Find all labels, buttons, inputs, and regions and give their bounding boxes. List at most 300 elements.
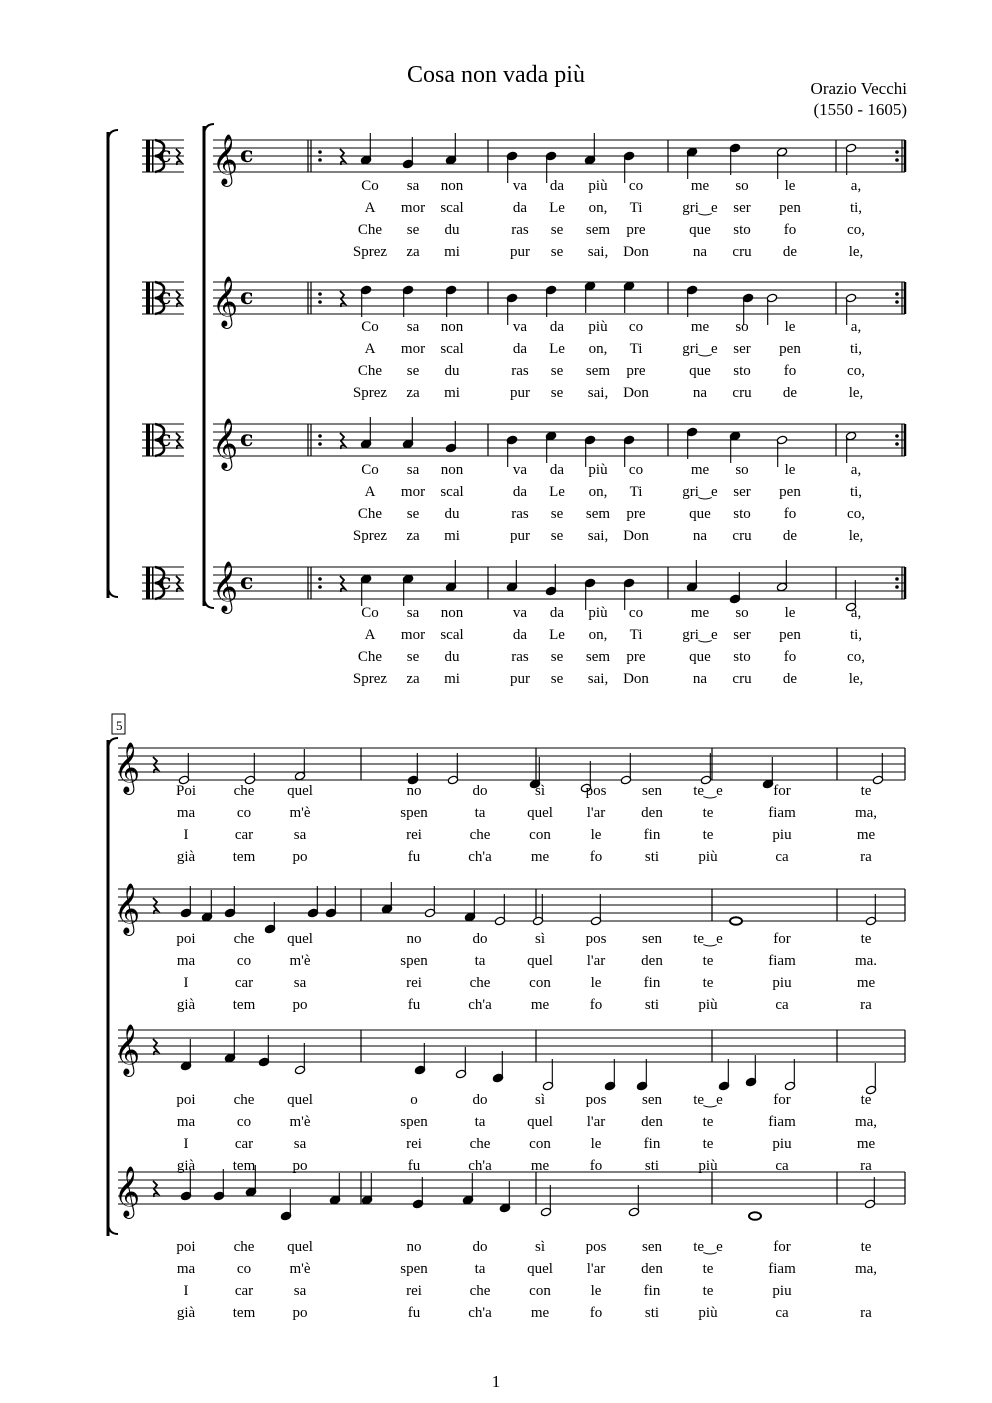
- lyric-syllable: car: [234, 827, 254, 843]
- lyric-syllable: va: [512, 605, 528, 621]
- lyric-syllable: con: [529, 975, 551, 991]
- c-clef-bar: [152, 567, 154, 599]
- lyric-syllable: da: [549, 462, 565, 478]
- lyric-syllable: ma,: [854, 1114, 878, 1130]
- lyric-syllable: ch'a: [468, 849, 492, 865]
- lyric-syllable: den: [641, 1261, 663, 1277]
- lyric-syllable: sem: [585, 649, 611, 665]
- c-clef-bar: [152, 424, 154, 456]
- lyric-syllable: pre: [626, 222, 646, 238]
- lyric-syllable: ca: [775, 997, 789, 1013]
- repeat-dot: [895, 300, 899, 304]
- lyric-syllable: spen: [400, 953, 428, 969]
- lyric-syllable: ca: [775, 849, 789, 865]
- lyric-syllable: ras: [511, 649, 529, 665]
- lyric-syllable: spen: [400, 1261, 428, 1277]
- lyric-syllable: ta: [474, 1261, 486, 1277]
- lyric-syllable: du: [444, 506, 460, 522]
- lyric-syllable: se: [550, 385, 564, 401]
- lyric-syllable: me: [856, 975, 876, 991]
- lyric-syllable: den: [641, 953, 663, 969]
- lyric-syllable: sa: [293, 827, 307, 843]
- lyric-syllable: poi: [176, 931, 196, 947]
- common-time-sign: c: [158, 569, 172, 595]
- lyric-syllable: te‿e: [693, 1092, 723, 1108]
- lyric-syllable: pos: [585, 1092, 607, 1108]
- quarter-rest: [176, 149, 181, 165]
- lyric-syllable: più: [588, 319, 608, 335]
- lyric-syllable: da: [512, 627, 528, 643]
- quarter-rest: [340, 576, 345, 592]
- treble-clef: 𝄞: [114, 883, 141, 934]
- lyric-syllable: on,: [588, 341, 608, 357]
- lyric-syllable: fo: [589, 1305, 603, 1321]
- lyric-syllable: Che: [357, 222, 383, 238]
- lyric-syllable: se: [550, 244, 564, 260]
- lyric-syllable: m'è: [289, 953, 311, 969]
- lyric-syllable: più: [588, 462, 608, 478]
- treble-clef: 𝄞: [212, 418, 239, 469]
- lyric-syllable: pre: [626, 649, 646, 665]
- lyric-syllable: co: [236, 1261, 252, 1277]
- lyric-syllable: fu: [407, 1158, 421, 1174]
- lyric-syllable: sai,: [587, 244, 609, 260]
- lyric-syllable: me: [856, 1136, 876, 1152]
- lyric-syllable: che: [233, 783, 255, 799]
- lyric-syllable: te: [702, 975, 714, 991]
- lyric-syllable: no: [406, 1239, 422, 1255]
- lyric-syllable: piu: [772, 1283, 792, 1299]
- lyric-syllable: sa: [406, 462, 420, 478]
- lyric-syllable: da: [549, 178, 565, 194]
- lyric-syllable: do: [472, 931, 488, 947]
- lyric-syllable: sti: [644, 849, 660, 865]
- lyric-syllable: sai,: [587, 385, 609, 401]
- lyric-syllable: de: [782, 528, 798, 544]
- lyric-syllable: le: [590, 1136, 602, 1152]
- treble-clef: 𝄞: [212, 134, 239, 185]
- lyric-syllable: du: [444, 363, 460, 379]
- lyric-syllable: co,: [847, 649, 865, 665]
- lyric-syllable: sa: [406, 178, 420, 194]
- lyric-syllable: ra: [860, 1305, 872, 1321]
- lyric-syllable: ma: [176, 1114, 196, 1130]
- repeat-dot: [895, 158, 899, 162]
- lyric-syllable: rei: [406, 1283, 422, 1299]
- lyric-syllable: sen: [642, 1092, 662, 1108]
- lyric-syllable: sa: [293, 975, 307, 991]
- lyric-syllable: rei: [406, 975, 422, 991]
- lyric-syllable: o: [410, 1092, 418, 1108]
- lyric-syllable: ra: [860, 997, 872, 1013]
- lyric-syllable: l'ar: [586, 805, 606, 821]
- lyric-syllable: sto: [733, 363, 751, 379]
- lyric-syllable: che: [469, 1136, 491, 1152]
- lyrics: [176, 178, 877, 1321]
- lyric-syllable: co: [236, 805, 252, 821]
- lyric-syllable: quel: [527, 1114, 553, 1130]
- lyric-syllable: den: [641, 805, 663, 821]
- c-clef-bar: [152, 140, 154, 172]
- lyric-syllable: non: [440, 462, 464, 478]
- lyric-syllable: so: [735, 605, 749, 621]
- lyric-syllable: ra: [860, 1158, 872, 1174]
- piece-title: Cosa non vada più: [407, 62, 585, 88]
- lyric-syllable: me: [690, 319, 710, 335]
- lyric-syllable: du: [444, 222, 460, 238]
- lyric-syllable: co,: [847, 506, 865, 522]
- c-clef: [146, 567, 150, 599]
- lyric-syllable: le,: [848, 385, 864, 401]
- lyric-syllable: le: [784, 319, 796, 335]
- lyric-syllable: da: [512, 341, 528, 357]
- lyric-syllable: ca: [775, 1158, 789, 1174]
- lyric-syllable: quel: [287, 931, 313, 947]
- quarter-rest: [340, 149, 345, 165]
- lyric-syllable: za: [406, 528, 420, 544]
- lyric-syllable: me: [856, 827, 876, 843]
- lyric-syllable: fu: [407, 849, 421, 865]
- lyric-syllable: pen: [779, 341, 801, 357]
- lyric-syllable: ti,: [849, 341, 863, 357]
- lyric-syllable: a,: [850, 462, 862, 478]
- lyric-syllable: pur: [510, 671, 530, 687]
- lyric-syllable: più: [698, 1158, 718, 1174]
- lyric-syllable: ma: [176, 805, 196, 821]
- lyric-syllable: A: [364, 200, 376, 216]
- lyric-syllable: ta: [474, 805, 486, 821]
- lyric-syllable: le: [784, 178, 796, 194]
- lyric-syllable: te: [702, 1136, 714, 1152]
- lyric-syllable: no: [406, 783, 422, 799]
- lyric-syllable: za: [406, 671, 420, 687]
- lyric-syllable: te: [860, 1239, 872, 1255]
- lyric-syllable: sem: [585, 506, 611, 522]
- lyric-syllable: on,: [588, 200, 608, 216]
- lyric-syllable: te: [860, 931, 872, 947]
- lyric-syllable: me: [690, 605, 710, 621]
- lyric-syllable: sti: [644, 1305, 660, 1321]
- lyric-syllable: de: [782, 385, 798, 401]
- lyric-syllable: te: [702, 827, 714, 843]
- lyric-syllable: pos: [585, 1239, 607, 1255]
- lyric-syllable: que: [689, 222, 711, 238]
- lyric-syllable: se: [550, 506, 564, 522]
- lyric-syllable: sen: [642, 783, 662, 799]
- lyric-syllable: ca: [775, 1305, 789, 1321]
- lyric-syllable: le,: [848, 671, 864, 687]
- lyric-syllable: te: [860, 783, 872, 799]
- lyric-syllable: Don: [623, 671, 649, 687]
- lyric-syllable: me: [530, 1305, 550, 1321]
- composer-name: Orazio Vecchi: [810, 79, 907, 98]
- lyric-syllable: co: [236, 953, 252, 969]
- lyric-syllable: tem: [232, 997, 256, 1013]
- treble-clef: 𝄞: [114, 742, 141, 793]
- lyric-syllable: scal: [440, 341, 464, 357]
- quarter-rest: [153, 757, 158, 773]
- lyric-syllable: se: [406, 222, 420, 238]
- lyric-syllable: co,: [847, 363, 865, 379]
- lyric-syllable: quel: [287, 783, 313, 799]
- lyric-syllable: più: [588, 605, 608, 621]
- lyric-syllable: co: [628, 319, 644, 335]
- lyric-syllable: for: [773, 1092, 791, 1108]
- common-time-sign: c: [158, 426, 172, 452]
- lyric-syllable: ma,: [854, 805, 878, 821]
- lyric-syllable: sai,: [587, 671, 609, 687]
- lyric-syllable: poi: [176, 1239, 196, 1255]
- lyric-syllable: ser: [733, 484, 751, 500]
- repeat-dot: [318, 442, 322, 446]
- quarter-rest: [153, 898, 158, 914]
- lyric-syllable: tem: [232, 1305, 256, 1321]
- lyric-syllable: ma: [176, 1261, 196, 1277]
- lyric-syllable: se: [550, 363, 564, 379]
- repeat-dot: [318, 158, 322, 162]
- lyric-syllable: mi: [444, 671, 460, 687]
- lyric-syllable: che: [233, 1092, 255, 1108]
- lyric-syllable: te: [702, 805, 714, 821]
- common-time-sign: c: [240, 426, 254, 452]
- lyric-syllable: sto: [733, 222, 751, 238]
- lyric-syllable: do: [472, 1239, 488, 1255]
- lyric-syllable: A: [364, 627, 376, 643]
- lyric-syllable: A: [364, 341, 376, 357]
- page-number: 1: [491, 1372, 501, 1391]
- treble-clef: 𝄞: [212, 276, 239, 327]
- repeat-dot: [318, 434, 322, 438]
- lyric-syllable: do: [472, 783, 488, 799]
- lyric-syllable: za: [406, 244, 420, 260]
- lyric-syllable: sì: [534, 1239, 546, 1255]
- treble-clef: 𝄞: [114, 1024, 141, 1075]
- lyric-syllable: poi: [176, 1092, 196, 1108]
- lyric-syllable: m'è: [289, 1261, 311, 1277]
- lyric-syllable: po: [292, 997, 308, 1013]
- lyric-syllable: fiam: [768, 953, 796, 969]
- lyric-syllable: pre: [626, 363, 646, 379]
- lyric-syllable: le: [590, 827, 602, 843]
- lyric-syllable: na: [692, 671, 708, 687]
- lyric-syllable: piu: [772, 827, 792, 843]
- lyric-syllable: pur: [510, 244, 530, 260]
- lyric-syllable: scal: [440, 484, 464, 500]
- lyric-syllable: già: [176, 997, 196, 1013]
- lyric-syllable: l'ar: [586, 1261, 606, 1277]
- lyric-syllable: Ti: [629, 627, 643, 643]
- lyric-syllable: car: [234, 975, 254, 991]
- lyric-syllable: se: [550, 671, 564, 687]
- lyric-syllable: fiam: [768, 1261, 796, 1277]
- lyric-syllable: a,: [850, 605, 862, 621]
- lyric-syllable: za: [406, 385, 420, 401]
- lyric-syllable: pre: [626, 506, 646, 522]
- common-time-sign: c: [240, 284, 254, 310]
- lyric-syllable: sto: [733, 506, 751, 522]
- common-time-sign: c: [240, 569, 254, 595]
- lyric-syllable: va: [512, 319, 528, 335]
- lyric-syllable: quel: [527, 1261, 553, 1277]
- lyric-syllable: spen: [400, 805, 428, 821]
- lyric-syllable: na: [692, 385, 708, 401]
- lyric-syllable: Le: [549, 341, 565, 357]
- lyric-syllable: con: [529, 1283, 551, 1299]
- lyric-syllable: da: [512, 200, 528, 216]
- lyric-syllable: me: [530, 849, 550, 865]
- lyric-syllable: mor: [400, 200, 426, 216]
- lyric-syllable: sa: [293, 1283, 307, 1299]
- lyric-syllable: me: [530, 1158, 550, 1174]
- lyric-syllable: te‿e: [693, 931, 723, 947]
- lyric-syllable: sem: [585, 363, 611, 379]
- lyric-syllable: sti: [644, 997, 660, 1013]
- lyric-syllable: Le: [549, 200, 565, 216]
- lyric-syllable: sen: [642, 1239, 662, 1255]
- repeat-dot: [895, 442, 899, 446]
- lyric-syllable: sti: [644, 1158, 660, 1174]
- c-clef: [146, 282, 150, 314]
- lyric-syllable: ti,: [849, 484, 863, 500]
- lyric-syllable: piu: [772, 975, 792, 991]
- lyric-syllable: non: [440, 605, 464, 621]
- lyric-syllable: piu: [772, 1136, 792, 1152]
- lyric-syllable: da: [512, 484, 528, 500]
- lyric-syllable: ra: [860, 849, 872, 865]
- lyric-syllable: tem: [232, 1158, 256, 1174]
- quarter-rest: [176, 291, 181, 307]
- lyric-syllable: den: [641, 1114, 663, 1130]
- lyric-syllable: m'è: [289, 1114, 311, 1130]
- lyric-syllable: gri‿e: [682, 627, 718, 643]
- lyric-syllable: gri‿e: [682, 200, 718, 216]
- treble-clef: 𝄞: [114, 1166, 141, 1217]
- lyric-syllable: sem: [585, 222, 611, 238]
- lyric-syllable: I: [183, 827, 189, 843]
- lyric-syllable: for: [773, 1239, 791, 1255]
- quarter-rest: [153, 1181, 158, 1197]
- lyric-syllable: cru: [732, 671, 752, 687]
- lyric-syllable: ta: [474, 1114, 486, 1130]
- lyric-syllable: fiam: [768, 805, 796, 821]
- lyric-syllable: Co: [361, 178, 379, 194]
- lyric-syllable: te: [860, 1092, 872, 1108]
- lyric-syllable: fo: [783, 506, 797, 522]
- lyric-syllable: Ti: [629, 484, 643, 500]
- lyric-syllable: I: [183, 975, 189, 991]
- lyric-syllable: ras: [511, 222, 529, 238]
- lyric-syllable: a,: [850, 178, 862, 194]
- lyric-syllable: che: [233, 931, 255, 947]
- lyric-syllable: se: [406, 363, 420, 379]
- lyric-syllable: sto: [733, 649, 751, 665]
- lyric-syllable: mor: [400, 341, 426, 357]
- lyric-syllable: de: [782, 671, 798, 687]
- quarter-rest: [340, 433, 345, 449]
- lyric-syllable: mi: [444, 528, 460, 544]
- lyric-syllable: fin: [643, 975, 661, 991]
- lyric-syllable: Che: [357, 363, 383, 379]
- lyric-syllable: con: [529, 1136, 551, 1152]
- lyric-syllable: te: [702, 1114, 714, 1130]
- lyric-syllable: ma,: [854, 1261, 878, 1277]
- lyric-syllable: pur: [510, 528, 530, 544]
- lyric-syllable: scal: [440, 200, 464, 216]
- lyric-syllable: Don: [623, 528, 649, 544]
- lyric-syllable: na: [692, 528, 708, 544]
- lyric-syllable: co: [236, 1114, 252, 1130]
- lyric-syllable: già: [176, 1305, 196, 1321]
- lyric-syllable: pos: [585, 931, 607, 947]
- lyric-syllable: du: [444, 649, 460, 665]
- repeat-dot: [318, 577, 322, 581]
- quarter-rest: [340, 291, 345, 307]
- lyric-syllable: quel: [527, 953, 553, 969]
- composer-dates: (1550 - 1605): [813, 100, 907, 119]
- lyric-syllable: sa: [406, 605, 420, 621]
- lyric-syllable: ch'a: [468, 1305, 492, 1321]
- repeat-dot: [318, 585, 322, 589]
- lyric-syllable: Le: [549, 484, 565, 500]
- c-clef: [146, 424, 150, 456]
- common-time-sign: c: [240, 142, 254, 168]
- lyric-syllable: pen: [779, 627, 801, 643]
- measure-number: 5: [116, 718, 123, 733]
- repeat-dot: [895, 577, 899, 581]
- lyric-syllable: A: [364, 484, 376, 500]
- lyric-syllable: mor: [400, 484, 426, 500]
- lyric-syllable: le: [784, 605, 796, 621]
- lyric-syllable: car: [234, 1283, 254, 1299]
- repeat-dot: [318, 292, 322, 296]
- lyric-syllable: fo: [589, 997, 603, 1013]
- whole-note: [749, 1212, 761, 1220]
- lyric-syllable: ma: [176, 953, 196, 969]
- lyric-syllable: pos: [585, 783, 607, 799]
- repeat-dot: [895, 150, 899, 154]
- lyric-syllable: gri‿e: [682, 341, 718, 357]
- lyric-syllable: fu: [407, 997, 421, 1013]
- lyric-syllable: gri‿e: [682, 484, 718, 500]
- lyric-syllable: Don: [623, 385, 649, 401]
- repeat-dot: [895, 292, 899, 296]
- lyric-syllable: ch'a: [468, 1158, 492, 1174]
- lyric-syllable: Co: [361, 605, 379, 621]
- lyric-syllable: I: [183, 1136, 189, 1152]
- lyric-syllable: ser: [733, 200, 751, 216]
- lyric-syllable: me: [530, 997, 550, 1013]
- lyric-syllable: quel: [287, 1092, 313, 1108]
- lyric-syllable: ma.: [854, 953, 878, 969]
- lyric-syllable: Poi: [175, 783, 197, 799]
- lyric-syllable: ti,: [849, 200, 863, 216]
- lyric-syllable: più: [698, 1305, 718, 1321]
- lyric-syllable: più: [588, 178, 608, 194]
- lyric-syllable: po: [292, 849, 308, 865]
- lyric-syllable: quel: [527, 805, 553, 821]
- quarter-rest: [176, 433, 181, 449]
- lyric-syllable: Sprez: [352, 244, 388, 260]
- lyric-syllable: Ti: [629, 341, 643, 357]
- common-time-sign: c: [158, 284, 172, 310]
- lyric-syllable: so: [735, 178, 749, 194]
- lyric-syllable: se: [406, 649, 420, 665]
- lyric-syllable: Sprez: [352, 385, 388, 401]
- lyric-syllable: l'ar: [586, 1114, 606, 1130]
- lyric-syllable: co,: [847, 222, 865, 238]
- lyric-syllable: pen: [779, 484, 801, 500]
- lyric-syllable: for: [773, 783, 791, 799]
